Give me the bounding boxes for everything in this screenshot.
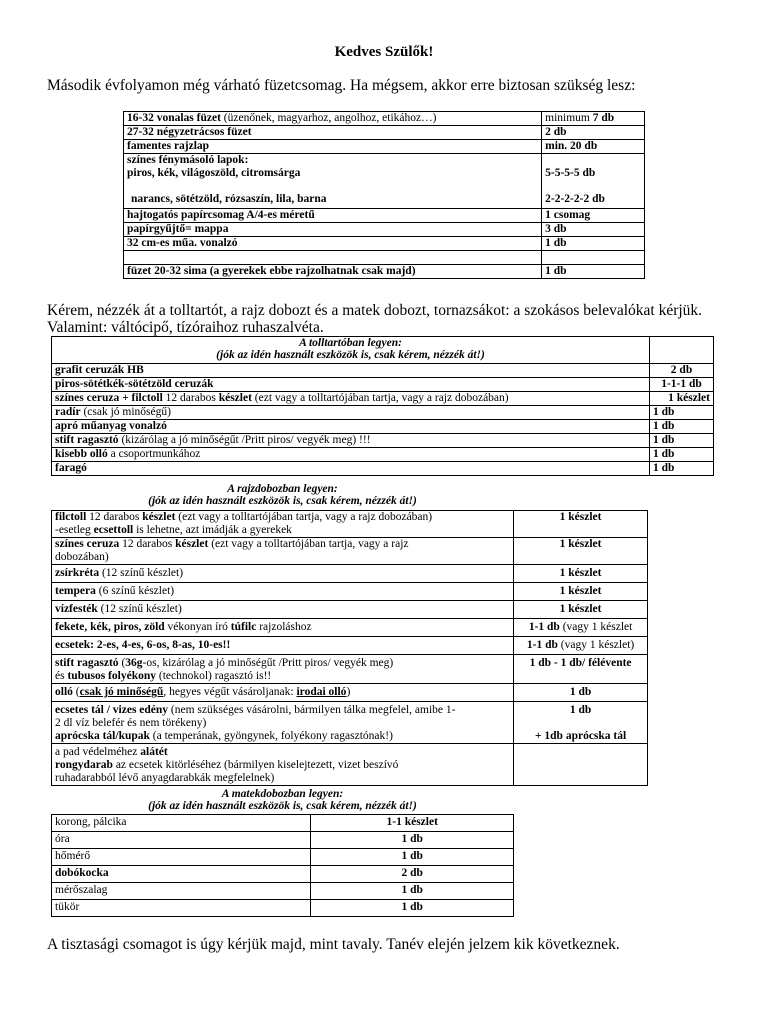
table-row: dobókocka 2 db (52, 866, 514, 883)
section-subcaption: (jók az idén használt eszközök is, csak kérem, nézzék át!) (148, 800, 417, 812)
table-row: piros-sötétkék-sötétzöld ceruzák 1-1-1 db (52, 378, 714, 392)
section-caption: A matekdobozban legyen: (221, 788, 344, 800)
table-row: tükör 1 db (52, 900, 514, 917)
table-row: grafit ceruzák HB 2 db (52, 364, 714, 378)
table-row: kisebb olló a csoportmunkához 1 db (52, 448, 714, 462)
table-row: stift ragasztó (36g-os, kizárólag a jó minőségűt /Pritt piros/ vegyék meg) és tubusos folyékony (technokol) ragasztó is!! 1 db - 1 db/ félévente (52, 655, 648, 684)
table-row: óra 1 db (52, 832, 514, 849)
section-subcaption: (jók az idén használt eszközök is, csak kérem, nézzék át!) (216, 349, 485, 361)
art-box-table (51, 510, 648, 786)
table-row: a pad védelméhez alátét rongydarab az ecsetek kitörléséhez (bármilyen kiselejtezett, vizet beszívó ruhadarabból lévő anyagdarabkák megfelelnek) (52, 744, 648, 786)
page-title: Kedves Szülők! (334, 44, 434, 60)
section-subcaption: (jók az idén használt eszközök is, csak kérem, nézzék át!) (148, 495, 417, 507)
table-row: radír (csak jó minőségű) 1 db (52, 406, 714, 420)
table-row: korong, pálcika 1-1 készlet (52, 815, 514, 832)
notebook-table (123, 111, 645, 279)
pencil-case-table (51, 336, 714, 476)
table-row (52, 337, 714, 364)
table-row: fekete, kék, piros, zöld vékonyan író túfilc rajzoláshoz 1-1 db (vagy 1 készlet (52, 619, 648, 637)
instructions-line2: Valamint: váltócipő, tízóraihoz ruhaszalvéta. (47, 319, 324, 336)
table-row: faragó 1 db (52, 462, 714, 476)
closing-text: A tisztasági csomagot is úgy kérjük majd, mint tavaly. Tanév elején jelzem kik következnek. (47, 936, 620, 953)
table-row: famentes rajzlap min. 20 db (124, 140, 645, 154)
table-row: olló (csak jó minőségű, hegyes végűt vásároljanak: irodai olló) 1 db (52, 684, 648, 702)
table-row: tempera (6 színű készlet) 1 készlet (52, 583, 648, 601)
table-row: vízfesték (12 színű készlet) 1 készlet (52, 601, 648, 619)
table-row: ecsetes tál / vizes edény (nem szükséges vásárolni, bármilyen tálka megfelel, amibe 1- 2 dl víz belefér és nem törékeny) aprócska tál/kupak (a temperának, gyöngynek, folyékony ragasztónak!) 1 db + 1db aprócska tál (52, 702, 648, 744)
table-row: színes ceruza 12 darabos készlet (ezt vagy a tolltartójában tartja, vagy a rajz dobozában) 1 készlet (52, 538, 648, 565)
table-row: 32 cm-es műa. vonalzó 1 db (124, 237, 645, 251)
section-caption: A rajzdobozban legyen: (227, 483, 338, 495)
math-box-table (51, 814, 514, 917)
instructions-line1: Kérem, nézzék át a tolltartót, a rajz dobozt és a matek dobozt, tornazsákot: a szokásos belevalókat kérjük. (47, 302, 703, 319)
table-row: hajtogatós papírcsomag A/4-es méretű 1 csomag (124, 209, 645, 223)
table-row: ecsetek: 2-es, 4-es, 6-os, 8-as, 10-es!! 1-1 db (vagy 1 készlet) (52, 637, 648, 655)
section-caption: A tolltartóban legyen: (299, 337, 402, 349)
table-row: filctoll 12 darabos készlet (ezt vagy a tolltartójában tartja, vagy a rajz dobozában) -esetleg ecsettoll is lehetne, azt imádják a gyerekek 1 készlet (52, 511, 648, 538)
table-row (124, 251, 645, 265)
table-row: füzet 20-32 sima (a gyerekek ebbe rajzolhatnak csak majd) 1 db (124, 265, 645, 279)
intro-text: Második évfolyamon még várható füzetcsomag. Ha mégsem, akkor erre biztosan szükség lesz: (47, 77, 636, 94)
table-row: stift ragasztó (kizárólag a jó minőségűt /Pritt piros/ vegyék meg) !!! 1 db (52, 434, 714, 448)
table-row: 27-32 négyzetrácsos füzet 2 db (124, 126, 645, 140)
table-row: 16-32 vonalas füzet (üzenőnek, magyarhoz, angolhoz, etikához…) minimum 7 db (124, 112, 645, 126)
table-row: színes fénymásoló lapok: piros, kék, világoszöld, citromsárga narancs, sötétzöld, rózsaszín, lila, barna 5-5-5-5 db 2-2-2-2-2 db (124, 154, 645, 209)
table-row: hőmérő 1 db (52, 849, 514, 866)
table-row: színes ceruza + filctoll 12 darabos készlet (ezt vagy a tolltartójában tartja, vagy a rajz dobozában) 1 készlet (52, 392, 714, 406)
table-row: zsírkréta (12 színű készlet) 1 készlet (52, 565, 648, 583)
table-row: mérőszalag 1 db (52, 883, 514, 900)
table-row: apró műanyag vonalzó 1 db (52, 420, 714, 434)
table-row: papírgyűjtő= mappa 3 db (124, 223, 645, 237)
